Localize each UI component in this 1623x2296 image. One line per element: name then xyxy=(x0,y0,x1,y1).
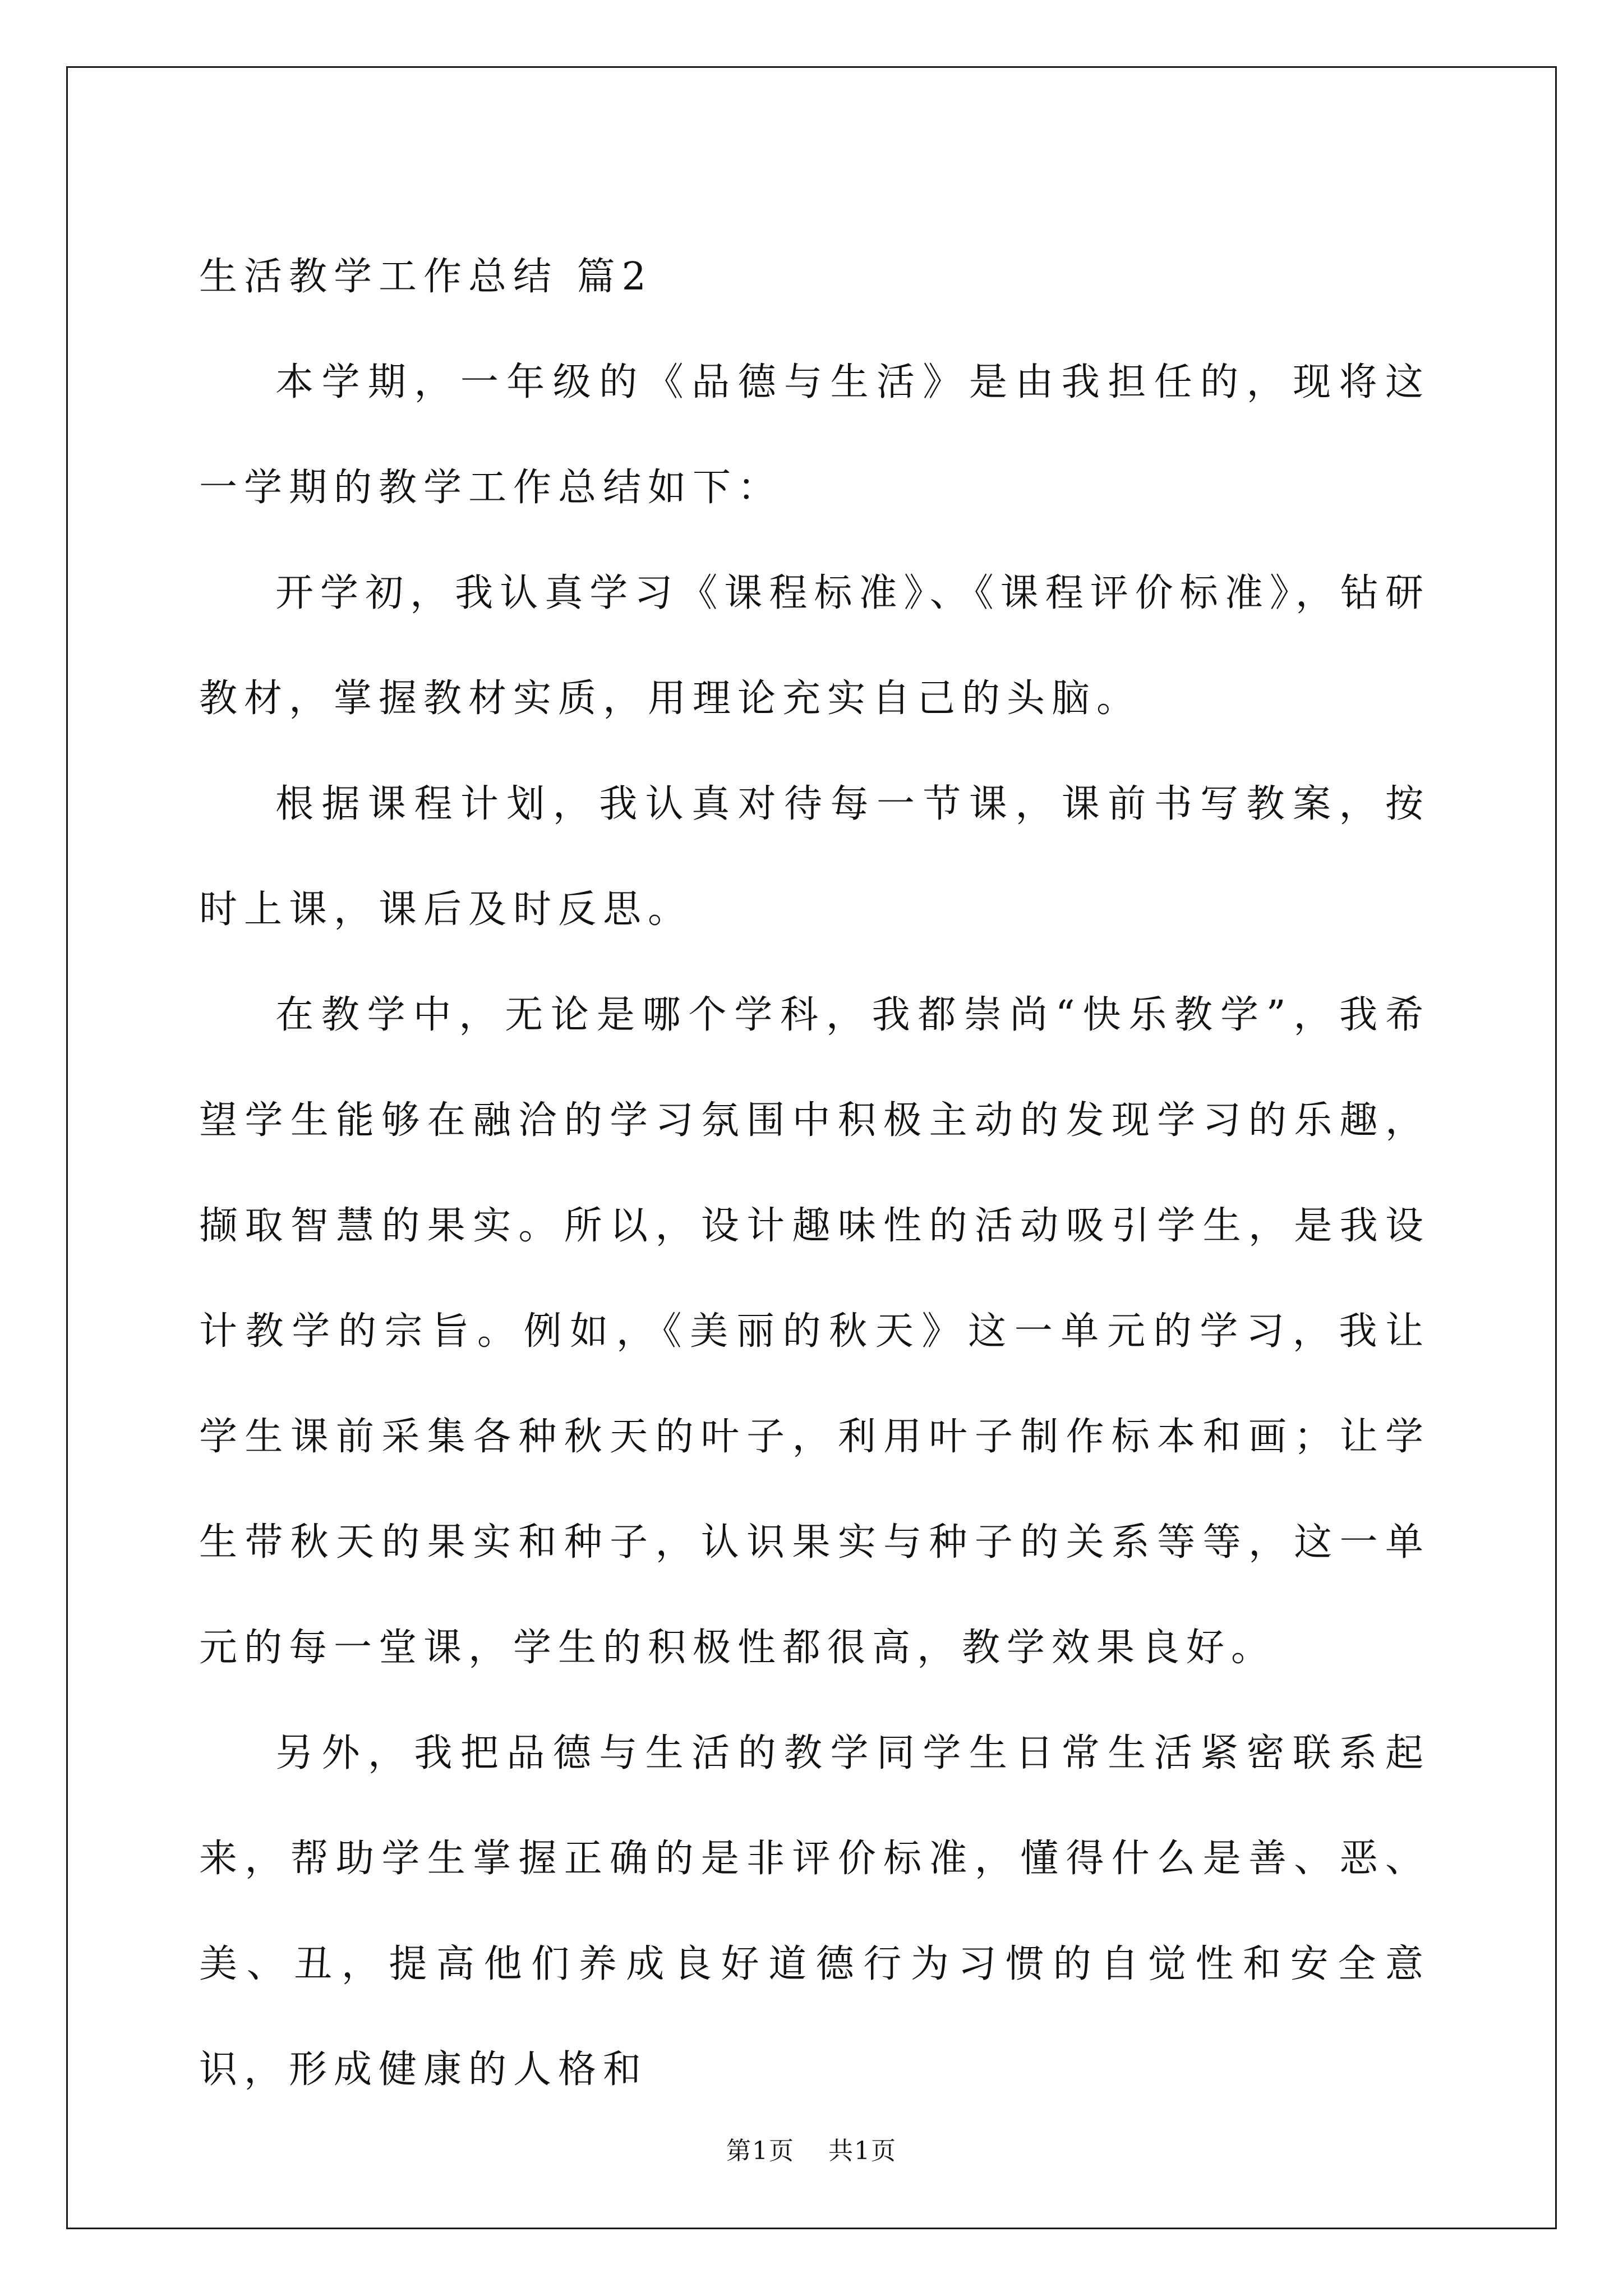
paragraph: 本学期，一年级的《品德与生活》是由我担任的，现将这一学期的教学工作总结如下： xyxy=(199,360,1430,510)
paragraph: 另外，我把品德与生活的教学同学生日常生活紧密联系起来，帮助学生掌握正确的是非评价标准，懂得什么是善、恶、美、丑，提高他们养成良好道德行为习惯的自觉性和安全意识，形成健康的人格和 xyxy=(199,1731,1430,2092)
page-total: 共1页 xyxy=(828,2137,897,2165)
page-footer xyxy=(0,2134,1623,2168)
paragraph: 根据课程计划，我认真对待每一节课，课前书写教案，按时上课，课后及时反思。 xyxy=(199,782,1430,932)
document-body xyxy=(199,224,1430,2123)
paragraph: 在教学中，无论是哪个学科，我都崇尚“快乐教学”，我希望学生能够在融洽的学习氛围中积极主动的发现学习的乐趣，撷取智慧的果实。所以，设计趣味性的活动吸引学生，是我设计教学的宗旨。例如，《美丽的秋天》这一单元的学习，我让学生课前采集各种秋天的叶子，利用叶子制作标本和画；让学生带秋天的果实和种子，认识果实与种子的关系等等，这一单元的每一堂课，学生的积极性都很高，教学效果良好。 xyxy=(199,993,1430,1670)
page-number: 第1页 xyxy=(726,2137,795,2165)
document-title: 生活教学工作总结 篇2 xyxy=(199,255,653,299)
paragraph: 开学初，我认真学习《课程标准》、《课程评价标准》，钻研教材，掌握教材实质，用理论充实自己的头脑。 xyxy=(199,571,1430,721)
